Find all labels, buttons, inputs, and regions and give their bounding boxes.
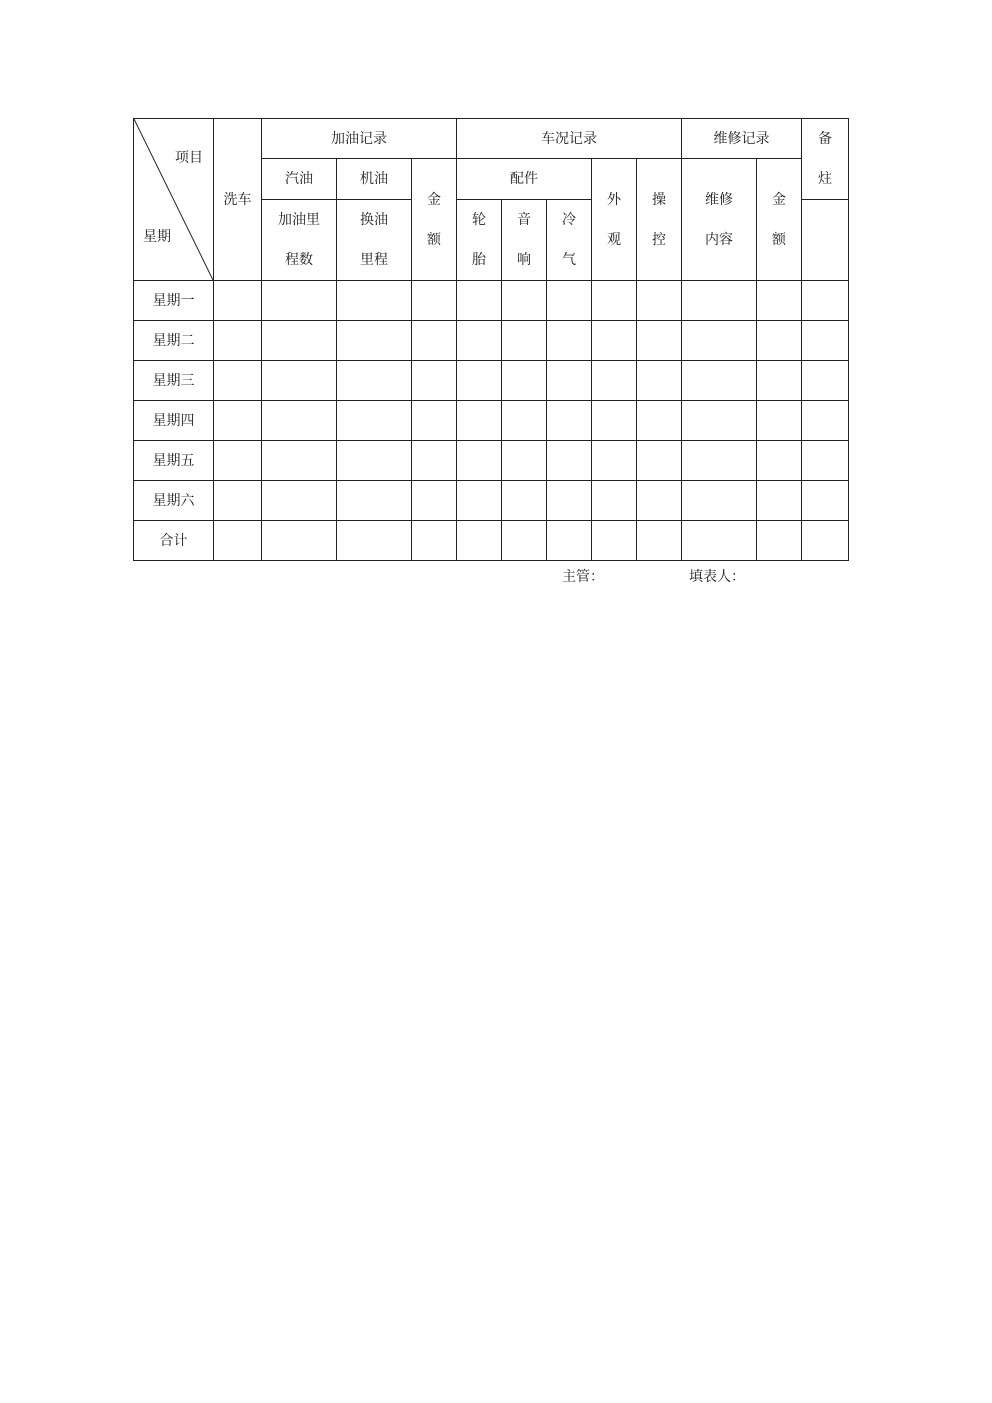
table-cell[interactable] <box>214 281 262 321</box>
table-cell[interactable] <box>547 401 592 441</box>
header-fuel-record: 加油记录 <box>262 119 457 159</box>
header-repair-record: 维修记录 <box>682 119 802 159</box>
table-cell[interactable] <box>682 401 757 441</box>
table-cell[interactable] <box>547 481 592 521</box>
header-condition-record: 车况记录 <box>457 119 682 159</box>
header-fuel-amount <box>412 159 457 281</box>
table-cell[interactable] <box>757 521 802 561</box>
table-row <box>134 281 849 321</box>
table-cell[interactable] <box>262 281 337 321</box>
row-label: 星期一 <box>134 281 214 321</box>
table-cell[interactable] <box>682 321 757 361</box>
supervisor-label: 主管： <box>562 569 604 585</box>
header-repair-content-line-2: 内容 <box>705 231 733 248</box>
table-cell[interactable] <box>637 481 682 521</box>
table-cell[interactable] <box>757 281 802 321</box>
table-cell[interactable] <box>262 361 337 401</box>
header-gasoline: 汽油 <box>262 159 337 200</box>
table-cell[interactable] <box>337 521 412 561</box>
header-repair-amount <box>757 159 802 281</box>
table-cell[interactable] <box>757 321 802 361</box>
row-label: 星期六 <box>134 481 214 521</box>
header-repair-amount-line-2: 额 <box>772 231 786 248</box>
table-cell[interactable] <box>757 401 802 441</box>
table-cell[interactable] <box>547 361 592 401</box>
header-remarks-line-1: 备 <box>818 131 832 147</box>
header-engine-oil: 机油 <box>337 159 412 200</box>
header-remarks <box>802 119 849 200</box>
table-cell[interactable] <box>262 401 337 441</box>
table-row <box>134 361 849 401</box>
header-oil-change-mileage-line-2: 里程 <box>360 252 388 268</box>
table-cell[interactable] <box>502 361 547 401</box>
header-oil-change-mileage <box>337 200 412 281</box>
table-row <box>134 401 849 441</box>
table-cell[interactable] <box>457 361 502 401</box>
corner-label-item: 项目 <box>175 150 203 166</box>
table-cell[interactable] <box>757 481 802 521</box>
table-cell[interactable] <box>337 401 412 441</box>
table-cell[interactable] <box>457 481 502 521</box>
table-cell[interactable] <box>802 281 849 321</box>
table-cell[interactable] <box>757 441 802 481</box>
table-cell[interactable] <box>412 281 457 321</box>
header-fuel-amount-line-2: 额 <box>427 231 441 248</box>
header-tire-line-1: 轮 <box>472 212 486 228</box>
table-cell[interactable] <box>337 481 412 521</box>
table-cell[interactable] <box>214 441 262 481</box>
header-tire <box>457 200 502 281</box>
corner-label-weekday: 星期 <box>143 229 171 245</box>
corner-header-cell <box>134 119 214 281</box>
table-cell[interactable] <box>337 361 412 401</box>
table-cell[interactable] <box>547 521 592 561</box>
table-cell[interactable] <box>592 441 637 481</box>
header-audio-line-2: 响 <box>517 252 531 268</box>
header-repair-amount-line-1: 金 <box>772 191 786 208</box>
table-cell[interactable] <box>214 401 262 441</box>
table-cell[interactable] <box>592 361 637 401</box>
row-label: 星期二 <box>134 321 214 361</box>
header-ac <box>547 200 592 281</box>
table-cell[interactable] <box>802 321 849 361</box>
diagonal-divider <box>134 119 213 280</box>
table-cell[interactable] <box>682 361 757 401</box>
table-cell[interactable] <box>457 321 502 361</box>
table-cell[interactable] <box>457 281 502 321</box>
table-cell[interactable] <box>547 281 592 321</box>
table-cell[interactable] <box>757 361 802 401</box>
table-cell[interactable] <box>682 281 757 321</box>
table-cell[interactable] <box>457 441 502 481</box>
table-row <box>134 481 849 521</box>
vehicle-usage-record-table <box>133 118 849 561</box>
table-cell[interactable] <box>592 481 637 521</box>
table-cell[interactable] <box>547 321 592 361</box>
table-cell[interactable] <box>802 481 849 521</box>
table-cell[interactable] <box>637 281 682 321</box>
table-cell[interactable] <box>502 401 547 441</box>
table-cell[interactable] <box>637 401 682 441</box>
table-cell[interactable] <box>682 441 757 481</box>
header-handling <box>637 159 682 281</box>
table-cell[interactable] <box>412 521 457 561</box>
table-cell[interactable] <box>262 521 337 561</box>
table-cell[interactable] <box>457 521 502 561</box>
table-cell[interactable] <box>802 441 849 481</box>
table-cell[interactable] <box>262 441 337 481</box>
header-remarks-line-2: 炷 <box>818 171 832 187</box>
filled-by-label: 填表人： <box>689 569 745 585</box>
header-refuel-mileage-line-1: 加油里 <box>278 212 320 228</box>
header-refuel-mileage-line-2: 程数 <box>285 252 313 268</box>
header-repair-content-line-1: 维修 <box>705 191 733 208</box>
header-audio <box>502 200 547 281</box>
table-cell[interactable] <box>502 321 547 361</box>
table-row <box>134 321 849 361</box>
table-cell[interactable] <box>592 521 637 561</box>
header-parts: 配件 <box>457 159 592 200</box>
table-cell[interactable] <box>502 441 547 481</box>
table-cell[interactable] <box>637 441 682 481</box>
table-cell[interactable] <box>637 361 682 401</box>
table-row <box>134 441 849 481</box>
table-cell[interactable] <box>412 401 457 441</box>
header-tire-line-2: 胎 <box>472 252 486 268</box>
table-cell[interactable] <box>637 321 682 361</box>
table-cell[interactable] <box>337 441 412 481</box>
row-label: 星期三 <box>134 361 214 401</box>
table-cell[interactable] <box>592 281 637 321</box>
row-label: 星期五 <box>134 441 214 481</box>
table-cell[interactable] <box>337 281 412 321</box>
row-label: 合计 <box>134 521 214 561</box>
table-cell[interactable] <box>802 361 849 401</box>
header-ac-line-2: 气 <box>562 252 576 268</box>
header-fuel-amount-line-1: 金 <box>427 191 441 208</box>
table-cell[interactable] <box>262 321 337 361</box>
table-cell[interactable] <box>502 481 547 521</box>
table-cell[interactable] <box>214 481 262 521</box>
table-cell[interactable] <box>682 521 757 561</box>
table-cell[interactable] <box>412 361 457 401</box>
header-audio-line-1: 音 <box>517 212 531 228</box>
header-refuel-mileage <box>262 200 337 281</box>
table-cell[interactable] <box>214 321 262 361</box>
header-oil-change-mileage-line-1: 换油 <box>360 212 388 228</box>
header-handling-line-2: 控 <box>652 231 666 248</box>
header-wash: 洗车 <box>214 119 262 281</box>
header-ac-line-1: 冷 <box>562 212 576 228</box>
table-cell[interactable] <box>802 401 849 441</box>
table-cell[interactable] <box>337 321 412 361</box>
table-cell[interactable] <box>547 441 592 481</box>
header-handling-line-1: 操 <box>652 191 666 208</box>
header-appearance-line-1: 外 <box>607 191 621 208</box>
table-cell[interactable] <box>802 521 849 561</box>
table-cell[interactable] <box>412 321 457 361</box>
table-cell[interactable] <box>214 361 262 401</box>
row-label: 星期四 <box>134 401 214 441</box>
table-cell[interactable] <box>637 521 682 561</box>
table-cell[interactable] <box>412 441 457 481</box>
table-cell[interactable] <box>502 281 547 321</box>
table-cell[interactable] <box>592 401 637 441</box>
table-cell[interactable] <box>214 521 262 561</box>
table-cell[interactable] <box>682 481 757 521</box>
table-cell[interactable] <box>457 401 502 441</box>
table-row <box>134 521 849 561</box>
table-cell[interactable] <box>262 481 337 521</box>
table-cell[interactable] <box>412 481 457 521</box>
header-repair-content <box>682 159 757 281</box>
table-cell[interactable] <box>592 321 637 361</box>
header-appearance-line-2: 观 <box>607 231 621 248</box>
remarks-blank-cell[interactable] <box>802 200 849 281</box>
table-cell[interactable] <box>502 521 547 561</box>
header-appearance <box>592 159 637 281</box>
